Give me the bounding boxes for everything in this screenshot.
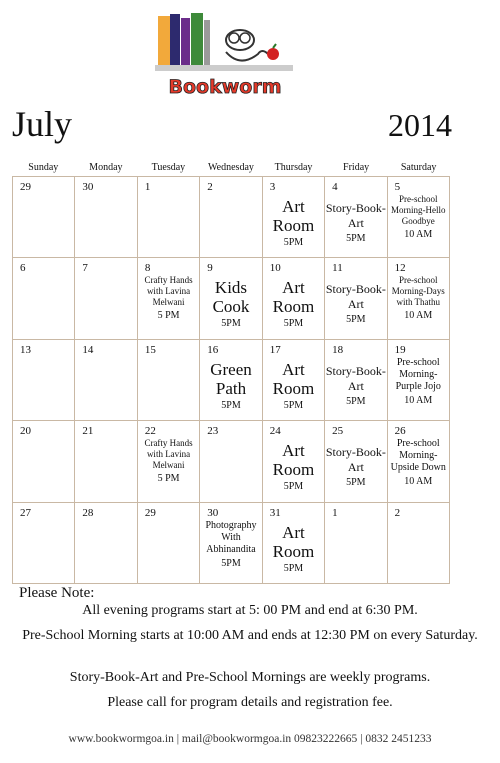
calendar-day-cell (325, 340, 387, 421)
calendar-day-cell (75, 421, 137, 502)
weekday-sunday: Sunday (28, 162, 59, 173)
note-line: Please call for program details and registration fee. (107, 695, 393, 710)
note-line: All evening programs start at 5: 00 PM and end at 6:30 PM. (82, 603, 418, 618)
calendar-day-cell (263, 503, 325, 584)
calendar-day-cell (200, 177, 262, 258)
day-number: 11 (332, 262, 343, 275)
calendar-grid (12, 176, 450, 584)
day-number: 28 (82, 506, 94, 519)
day-number: 29 (20, 181, 31, 193)
year-title: 2014 (388, 107, 452, 143)
event-time: 5PM (221, 399, 241, 411)
event-entry (263, 523, 324, 575)
day-number: 23 (207, 425, 219, 438)
calendar-day-cell (388, 340, 450, 421)
day-number: 3 (269, 181, 276, 193)
event-time: 10 AM (404, 229, 433, 240)
calendar-day-cell (138, 503, 200, 584)
event-entry (325, 445, 386, 489)
day-number: 22 (144, 425, 156, 438)
day-number: 17 (269, 343, 281, 356)
calendar-day-cell (325, 503, 387, 584)
day-number: 1 (144, 181, 151, 193)
event-entry (263, 278, 324, 330)
event-time: 5PM (283, 318, 304, 330)
calendar-day-cell (263, 258, 325, 339)
calendar-day-cell (75, 177, 137, 258)
event-time: 5PM (283, 399, 304, 411)
day-number: 6 (20, 262, 26, 275)
event-title: Story-Book-Art (325, 363, 386, 393)
calendar-day-cell (138, 258, 200, 339)
calendar-day-cell (200, 503, 262, 584)
event-title: Green Path (210, 359, 252, 398)
calendar-day-cell (388, 258, 450, 339)
calendar-day-cell (325, 177, 387, 258)
calendar-day-cell (200, 421, 262, 502)
event-time: 5PM (221, 557, 241, 569)
calendar-day-cell (388, 177, 450, 258)
event-time: 5PM (346, 477, 366, 489)
day-number: 2 (207, 181, 213, 193)
calendar-day-cell (263, 340, 325, 421)
event-entry (138, 275, 199, 322)
event-title: Crafty Hands with Lavina Melwani (144, 438, 193, 471)
event-entry (325, 364, 386, 408)
calendar-day-cell (13, 258, 75, 339)
weekday-monday: Monday (89, 162, 123, 173)
calendar-day-cell (75, 258, 137, 339)
bookworm-logo (150, 10, 300, 102)
day-number: 16 (207, 343, 219, 356)
day-number: 2 (394, 506, 401, 519)
event-entry (200, 520, 261, 570)
calendar-day-cell (388, 421, 450, 502)
calendar-day-cell (263, 177, 325, 258)
calendar-day-cell (200, 340, 262, 421)
calendar-day-cell (388, 503, 450, 584)
calendar-day-cell (325, 421, 387, 502)
day-number: 21 (82, 425, 94, 438)
calendar-day-cell (325, 258, 387, 339)
day-number: 15 (144, 343, 156, 356)
day-number: 30 (82, 181, 94, 193)
event-entry (200, 360, 261, 412)
weekday-header (12, 160, 450, 176)
event-entry (388, 357, 449, 407)
day-number: 18 (332, 343, 344, 356)
note-line: Pre-School Morning starts at 10:00 AM and ends at 12:30 PM on every Saturday. (22, 628, 478, 643)
day-number: 13 (20, 343, 31, 356)
day-number: 8 (144, 262, 151, 275)
day-number: 20 (20, 425, 31, 438)
event-title: Art Room (272, 522, 315, 561)
event-time: 5 PM (157, 473, 180, 485)
day-number: 12 (394, 262, 406, 275)
event-title: Kids Cook (212, 278, 250, 317)
event-time: 10 AM (404, 476, 433, 488)
note-line: Story-Book-Art and Pre-School Mornings are weekly programs. (69, 670, 431, 685)
day-number: 24 (269, 425, 281, 438)
event-title: Pre-school Morning-Upside Down (390, 438, 446, 474)
day-number: 27 (20, 506, 31, 519)
event-time: 10 AM (404, 394, 433, 406)
event-title: Story-Book-Art (325, 445, 386, 475)
event-title: Pre-school Morning-Hello Goodbye (391, 194, 446, 226)
calendar-day-cell (263, 421, 325, 502)
event-time: 5PM (346, 314, 366, 326)
calendar-day-cell (13, 421, 75, 502)
weekday-thursday: Thursday (274, 162, 313, 173)
event-title: Art Room (272, 359, 315, 398)
weekday-saturday: Saturday (400, 162, 437, 173)
weekday-friday: Friday (343, 162, 370, 173)
event-entry (263, 197, 324, 249)
event-title: Crafty Hands with Lavina Melwani (144, 275, 193, 308)
event-title: Pre-school Morning-Days with Thathu (391, 275, 445, 308)
weekday-wednesday: Wednesday (208, 162, 254, 173)
calendar-day-cell (200, 258, 262, 339)
day-number: 30 (207, 506, 219, 519)
footer-contact: www.bookwormgoa.in | mail@bookwormgoa.in 09823222665 | 0832 2451233 (68, 733, 432, 745)
event-time: 5PM (221, 318, 241, 330)
event-entry (263, 360, 324, 412)
event-entry (200, 278, 261, 330)
day-number: 9 (207, 262, 213, 275)
event-title: Art Room (272, 197, 315, 235)
day-number: 4 (332, 181, 338, 193)
event-title: Photography With Abhinandita (205, 519, 257, 555)
event-time: 5PM (283, 481, 304, 493)
event-entry (388, 275, 449, 322)
day-number: 29 (144, 506, 156, 519)
calendar-day-cell (13, 503, 75, 584)
event-entry (388, 438, 449, 488)
day-number: 7 (82, 262, 88, 275)
day-number: 25 (332, 425, 344, 438)
event-entry (388, 194, 449, 241)
calendar-day-cell (75, 503, 137, 584)
calendar-day-cell (13, 340, 75, 421)
event-title: Story-Book-Art (325, 201, 386, 230)
event-entry (138, 438, 199, 485)
event-time: 5PM (346, 395, 366, 407)
day-number: 19 (394, 343, 406, 356)
month-title: July (12, 104, 73, 144)
event-time: 5 PM (157, 310, 180, 322)
event-title: Story-Book-Art (325, 282, 386, 312)
day-number: 10 (269, 262, 281, 275)
notes-heading: Please Note: (19, 585, 95, 601)
calendar-day-cell (138, 177, 200, 258)
event-entry (325, 201, 386, 245)
day-number: 31 (269, 506, 281, 519)
day-number: 14 (82, 343, 94, 356)
event-entry (325, 282, 386, 326)
event-title: Pre-school Morning-Purple Jojo (395, 356, 441, 392)
event-title: Art Room (272, 441, 315, 480)
calendar-day-cell (138, 421, 200, 502)
calendar-day-cell (13, 177, 75, 258)
event-time: 5PM (346, 233, 366, 244)
weekday-tuesday: Tuesday (151, 162, 186, 173)
day-number: 5 (394, 181, 401, 193)
event-title: Art Room (272, 278, 315, 317)
event-time: 10 AM (404, 310, 433, 322)
calendar-day-cell (138, 340, 200, 421)
event-time: 5PM (283, 562, 304, 574)
day-number: 1 (332, 506, 338, 519)
calendar-day-cell (75, 340, 137, 421)
event-time: 5PM (283, 237, 304, 248)
logo-wordmark: Bookworm (168, 76, 282, 98)
day-number: 26 (394, 425, 406, 438)
event-entry (263, 441, 324, 493)
